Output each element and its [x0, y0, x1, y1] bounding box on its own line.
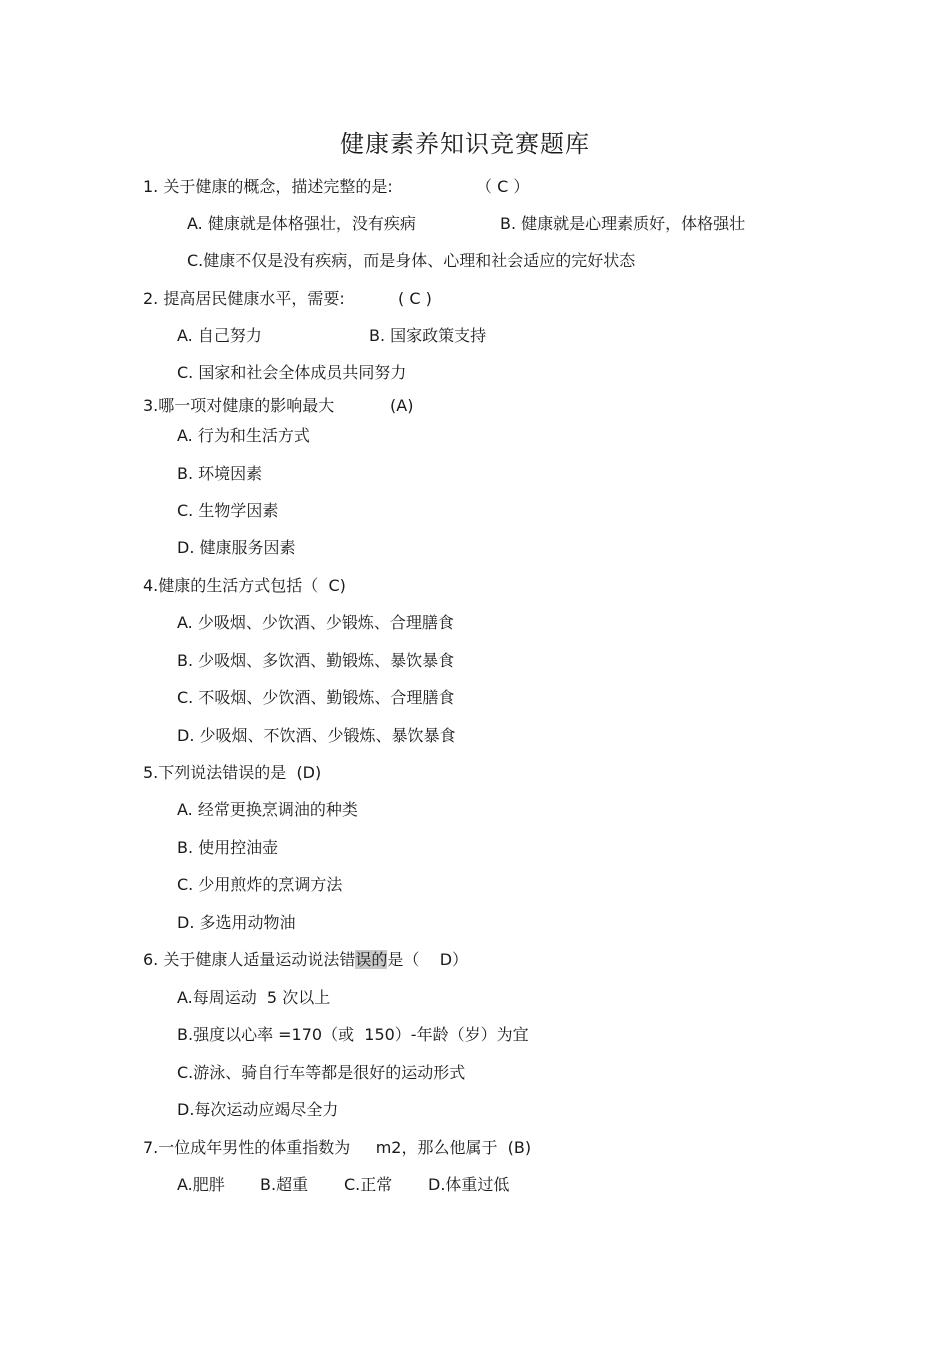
page-title: 健康素养知识竞赛题库: [340, 130, 590, 158]
question-5-stem: 5.下列说法错误的是 (D): [143, 763, 322, 782]
question-7-option-a: A.肥胖: [177, 1175, 225, 1194]
question-2-answer: ( C ): [398, 289, 432, 308]
question-1-option-c: C.健康不仅是没有疾病，而是身体、心理和社会适应的完好状态: [187, 251, 636, 270]
question-1-option-b: B. 健康就是心理素质好，体格强壮: [500, 214, 746, 233]
question-2-option-c: C. 国家和社会全体成员共同努力: [177, 363, 407, 382]
question-4-option-c: C. 不吸烟、少饮酒、勤锻炼、合理膳食: [177, 688, 455, 707]
question-6-stem-start: 6. 关于健康人适量运动说法错: [143, 950, 356, 969]
question-5-option-a: A. 经常更换烹调油的种类: [177, 800, 358, 819]
question-3-option-c: C. 生物学因素: [177, 501, 279, 520]
question-2-option-a: A. 自己努力: [177, 326, 262, 345]
question-2-stem: 2. 提高居民健康水平，需要:: [143, 289, 345, 308]
question-5-option-b: B. 使用控油壶: [177, 838, 279, 857]
question-7-option-d: D.体重过低: [428, 1175, 510, 1194]
question-3-answer: (A): [390, 396, 414, 415]
question-6-option-b: B.强度以心率 =170（或 150）-年龄（岁）为宜: [177, 1025, 529, 1044]
question-1-answer: （ C ）: [476, 177, 530, 196]
question-2-option-b: B. 国家政策支持: [369, 326, 487, 345]
question-3-option-d: D. 健康服务因素: [177, 538, 296, 557]
question-3-option-a: A. 行为和生活方式: [177, 426, 310, 445]
question-4-option-a: A. 少吸烟、少饮酒、少锻炼、合理膳食: [177, 613, 454, 632]
highlighted-text: 误的: [355, 950, 388, 969]
question-4-option-d: D. 少吸烟、不饮酒、少锻炼、暴饮暴食: [177, 726, 456, 745]
question-4-option-b: B. 少吸烟、多饮酒、勤锻炼、暴饮暴食: [177, 651, 455, 670]
question-1-option-a: A. 健康就是体格强壮，没有疾病: [187, 214, 416, 233]
question-6-option-a: A.每周运动 5 次以上: [177, 988, 331, 1007]
question-6-option-d: D.每次运动应竭尽全力: [177, 1100, 339, 1119]
question-5-option-c: C. 少用煎炸的烹调方法: [177, 875, 343, 894]
question-6-stem: [143, 949, 468, 971]
question-3-option-b: B. 环境因素: [177, 464, 263, 483]
question-4-stem: 4.健康的生活方式包括（ C): [143, 576, 346, 595]
question-6-option-c: C.游泳、骑自行车等都是很好的运动形式: [177, 1063, 466, 1082]
question-7-option-b: B.超重: [260, 1175, 309, 1194]
question-5-option-d: D. 多选用动物油: [177, 913, 296, 932]
question-6-stem-end: 是（ D）: [387, 950, 469, 969]
question-7-stem: 7.一位成年男性的体重指数为 m2，那么他属于 (B): [143, 1138, 532, 1157]
question-7-option-c: C.正常: [344, 1175, 393, 1194]
question-1-stem: 1. 关于健康的概念，描述完整的是:: [143, 177, 393, 196]
question-3-stem: 3.哪一项对健康的影响最大: [143, 396, 335, 415]
